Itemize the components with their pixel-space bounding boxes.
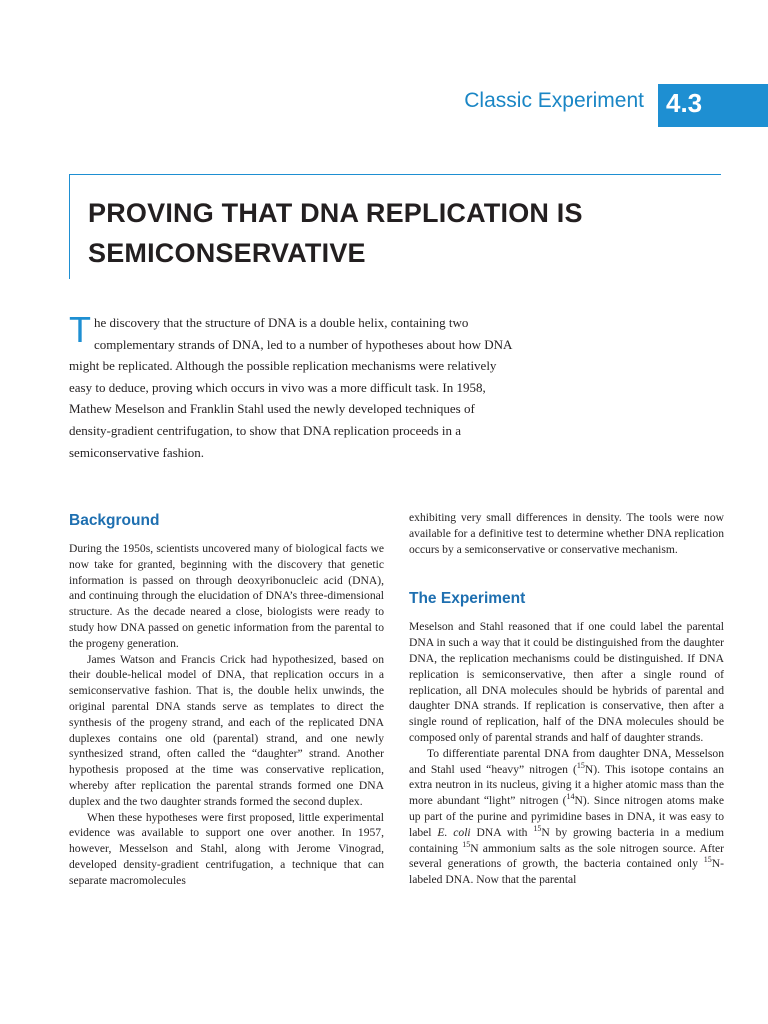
experiment-heading: The Experiment [409, 590, 526, 608]
intro-text: he discovery that the structure of DNA is a double helix, containing two complementary strands of DNA, led to a number of hypotheses about how DNA might be replicated. Although the possible replication mechanisms were relatively easy to deduce, proving which occurs in vivo was a more difficult task. In 1958, Mathew Meselson and Franklin Stahl used the newly developed techniques of density-gradient centrifugation, to show that DNA replication proceeds in a semiconservative fashion. [69, 315, 512, 460]
drop-cap: T [69, 309, 91, 350]
experiment-number-badge: 4.3 [658, 84, 768, 127]
experiment-paragraph-1: Meselson and Stahl reasoned that if one could label the parental DNA in such a way that it could be distinguished from the daughter DNA, the replication mechanisms could be distinguished. If DNA replication is semiconservative, then after a single round of replication, all DNA molecules should be hybrids of parental and daughter DNA strands. If replication is conservative, then after a single round of replication, half of the DNA molecules should be composed only of parental strands and half of daughter strands. [409, 620, 724, 744]
background-paragraph-2: James Watson and Francis Crick had hypothesized, based on their double-helical model of DNA, that replication occurs in a semiconservative fashion. That is, the double helix unwinds, the original parental DNA stands serve as templates to direct the synthesis of the progeny strand, and each of the replicated DNA duplexes contains one old (parental) strand, and one newly synthesized strand, often called the “daughter” strand. Another hypothesis proposed at the time was conservative replication, whereby after replication the parental strands formed one DNA duplex and the two daughter strands formed the second duplex. [69, 652, 384, 808]
title-line-2: SEMICONSERVATIVE [88, 238, 366, 268]
intro-paragraph [69, 309, 514, 463]
background-paragraph-1: During the 1950s, scientists uncovered many of biological facts we now take for granted, beginning with the discovery that genetic information is passed on through deoxyribonucleic acid (DNA), and continuing through the elucidation of DNA’s three-dimensional structure. As the decade neared a close, biologists were ready to study how DNA passed on genetic information from the parental to the progeny generation. [69, 542, 384, 650]
left-column [69, 509, 384, 889]
classic-experiment-label: Classic Experiment [464, 89, 644, 112]
continuation-paragraph: exhibiting very small differences in density. The tools were now available for a definitive test to determine whether DNA replication occurs by a semiconservative or conservative mechanism. [409, 511, 724, 556]
title-line-1: PROVING THAT DNA REPLICATION IS [88, 198, 583, 228]
background-paragraph-3: When these hypotheses were first proposed, little experimental evidence was available to support one over another. In 1957, however, Messelson and Stahl, along with Jerome Vinograd, developed density-gradient centrifugation, a technique that can separate macromolecules [69, 810, 384, 887]
page-title [88, 193, 708, 273]
right-column [409, 510, 724, 888]
experiment-paragraph-2: To differentiate parental DNA from daughter DNA, Messelson and Stahl used “heavy” nitrogen ($^{15}$N). This isotope contains an extra neutron in its nucleus, giving it a higher atomic mass than the more abundant “light” nitrogen ($^{14}$N). Since nitrogen atoms make up part of the purine and pyrimidine bases in DNA, it was easy to label E. coli DNA with $^{15}$N by growing bacteria in a medium containing $^{15}$N ammonium salts as the sole nitrogen source. After several generations of growth, the bacteria contained only $^{15}$N-labeled DNA. Now that the parental [409, 746, 724, 887]
background-heading: Background [69, 512, 160, 529]
